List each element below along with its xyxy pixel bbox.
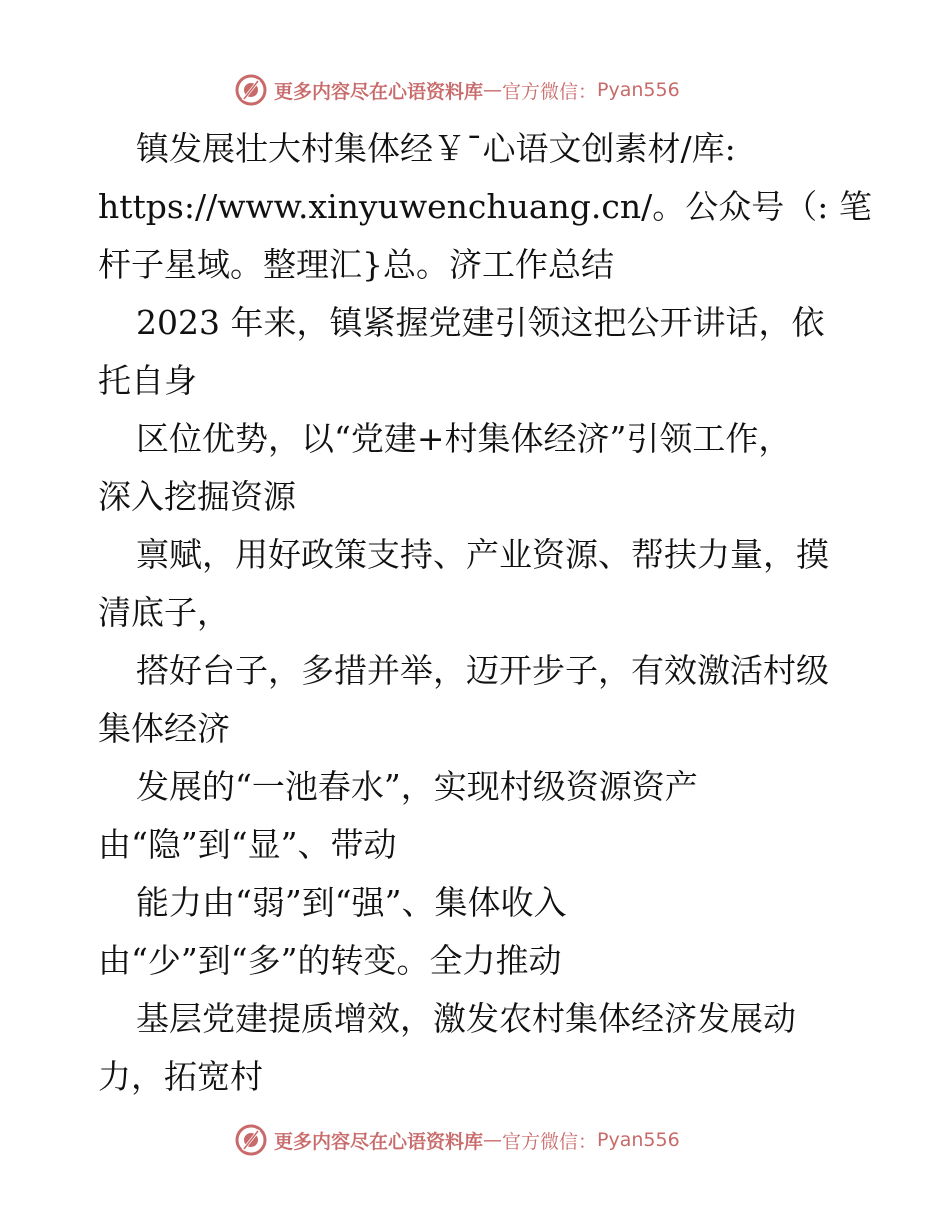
text-line: 托自身 [98, 361, 197, 400]
text-line: 镇发展壮大村集体经￥¯心语文创素材/库: [136, 129, 736, 168]
text-line: 搭好台子，多措并举，迈开步子，有效激活村级 [136, 651, 829, 690]
text-line: 禀赋，用好政策支持、产业资源、帮扶力量，摸 [136, 535, 829, 574]
text-line: 力，拓宽村 [98, 1057, 263, 1096]
text-line: 能力由“弱”到“强”、集体收入 [136, 883, 567, 922]
text-line: 由“隐”到“显”、带动 [98, 825, 397, 864]
text-line: 发展的“一池春水”，实现村级资源资产 [136, 767, 698, 806]
watermark-dash: — [483, 79, 503, 101]
brand-logo-icon [234, 73, 268, 107]
text-line: 杆子星域。整理汇}总。济工作总结 [98, 245, 614, 284]
watermark-brand-text: 更多内容尽在心语资料库 [274, 80, 484, 103]
watermark-sub-text: 官方微信： [502, 1130, 598, 1153]
brand-logo-icon [234, 1123, 268, 1157]
text-line: 集体经济 [98, 709, 230, 748]
watermark-brand-text: 更多内容尽在心语资料库 [274, 1130, 484, 1153]
text-line: 由“少”到“多”的转变。全力推动 [98, 941, 562, 980]
watermark-dash: — [483, 1129, 503, 1151]
text-line: 区位优势，以“党建+村集体经济”引领工作， [136, 419, 792, 458]
text-line: https://www.xinyuwenchuang.cn/。公众号（: 笔 [98, 187, 872, 226]
watermark-sub-text: 官方微信： [502, 80, 598, 103]
text-line: 深入挖掘资源 [98, 477, 296, 516]
text-line: 清底子， [98, 593, 230, 632]
text-line: 2023 年来，镇紧握党建引领这把公开讲话，依 [136, 303, 825, 342]
footer-watermark [234, 1122, 680, 1158]
header-watermark [234, 72, 680, 108]
text-line: 基层党建提质增效，激发农村集体经济发展动 [136, 999, 796, 1038]
watermark-wechat-id: Pyan556 [597, 1129, 680, 1151]
watermark-wechat-id: Pyan556 [597, 79, 680, 101]
